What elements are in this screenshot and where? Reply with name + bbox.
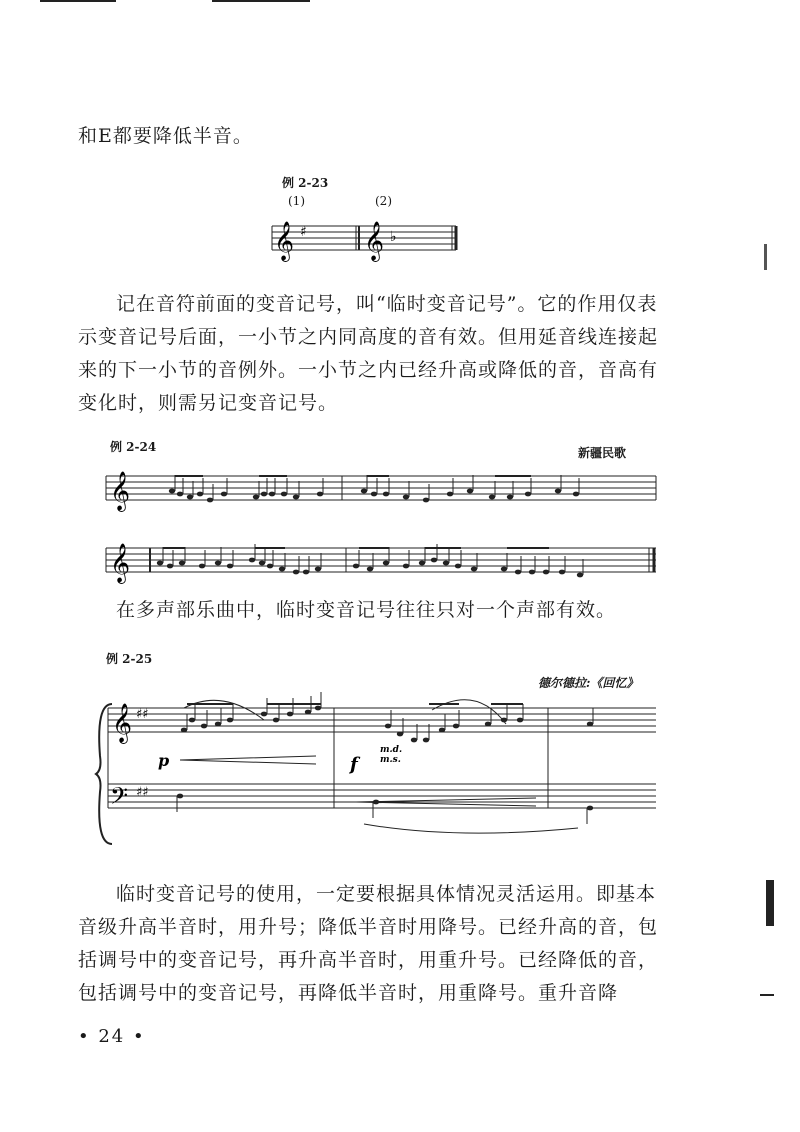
note-head [587,722,593,727]
treble-clef-icon: 𝄞 [274,221,295,261]
top-rule-right [212,0,310,2]
note-head [453,724,459,729]
sharp-icon: ♯ [300,224,307,240]
note-head [261,492,267,497]
note-head [439,728,445,733]
note-head [515,570,521,575]
note-head [423,738,429,743]
note-head [227,564,233,569]
note-head [181,728,187,733]
note-head [383,492,389,497]
note-head [353,564,359,569]
note-head [167,564,173,569]
note-head [559,570,565,575]
example-2-23-score [272,214,462,266]
note-head [501,718,507,723]
treble-clef-icon: 𝄞 [110,543,131,583]
note-head [189,718,195,723]
note-head [501,567,507,572]
note-head [403,564,409,569]
text-paragraph-3: 在多声部乐曲中，临时变音记号往往只对一个声部有效。 [116,599,617,621]
note-head [253,495,259,500]
bass-clef-icon: 𝄢 [110,782,129,815]
dynamic-f: f [350,754,358,775]
text-paragraph-2: 记在音符前面的变音记号，叫“临时变音记号”。它的作用仅表示变音记号后面，一小节之内同高度的音有效。但用延音线连接起来的下一小节的音例外。一小节之内已经升高或降低的音，音高有变化时，则需另记变音记号。 [78,293,659,414]
example-2-25-score [96,690,666,860]
note-head [197,492,203,497]
note-head [555,489,561,494]
note-head [315,567,321,572]
treble-clef-icon: 𝄞 [364,221,385,261]
text-paragraph-4: 临时变音记号的使用，一定要根据具体情况灵活运用。即基本音级升高半音时，用升号；降低半音时用降号。已经升高的音，包括调号中的变音记号，再升高半音时，用重升号。已经降低的音，包括调号中的变音记号，再降低半音时，用重降号。重升音降 [78,883,659,1004]
note-head [303,570,309,575]
note-head [471,567,477,572]
note-head [287,712,293,717]
note-head [577,573,583,578]
example-2-25-source: 德尔德拉:《回忆》 [538,676,639,690]
note-head [249,558,255,563]
example-2-24-label: 例 2-24 [110,440,157,454]
example-2-24-source: 新疆民歌 [578,446,627,460]
example-2-23-sub2: (2) [375,194,392,208]
note-head [273,718,279,723]
note-head [431,558,437,563]
note-head [587,806,593,811]
note-head [467,489,473,494]
note-head [281,492,287,497]
note-head [373,800,379,805]
note-head [573,492,579,497]
note-head [397,732,403,737]
note-head [447,492,453,497]
note-head [199,564,205,569]
note-head [403,495,409,500]
key-sharp-icon: ♯♯ [136,785,149,800]
note-head [455,564,461,569]
note-head [215,561,221,566]
note-head [179,561,185,566]
example-2-24-score [106,464,666,588]
treble-clef-icon: 𝄞 [110,471,131,511]
note-head [507,495,513,500]
example-2-25-label: 例 2-25 [106,652,153,666]
note-head [529,570,535,575]
margin-mark [760,994,774,996]
flat-icon: ♭ [390,229,397,245]
note-head [157,561,163,566]
note-head [221,492,227,497]
note-head [293,495,299,500]
note-head [201,724,207,729]
dynamic-p: p [158,751,170,770]
note-head [517,718,523,723]
note-head [315,706,321,711]
note-head [489,495,495,500]
note-head [187,495,193,500]
note-head [267,564,273,569]
text-line-1: 和E都要降低半音。 [78,125,253,147]
note-head [443,561,449,566]
note-head [383,561,389,566]
note-head [269,492,275,497]
note-head [279,567,285,572]
note-head [317,492,323,497]
md-label: m.d. [380,745,403,755]
note-head [227,718,233,723]
note-head [419,561,425,566]
note-head [543,570,549,575]
top-rule-left [40,0,116,2]
note-head [485,722,491,727]
note-head [305,710,311,715]
note-head [261,712,267,717]
note-head [525,492,531,497]
margin-mark [766,880,774,926]
note-head [367,567,373,572]
note-head [215,722,221,727]
note-head [385,724,391,729]
example-2-23-sub1: (1) [288,194,305,208]
note-head [177,492,183,497]
example-2-23-label: 例 2-23 [282,176,329,190]
note-head [411,738,417,743]
treble-clef-icon: 𝄞 [112,703,133,743]
key-sharp-icon: ♯♯ [136,707,149,722]
note-head [293,570,299,575]
note-head [207,498,213,503]
note-head [423,498,429,503]
note-head [177,794,183,799]
page-number: • 24 • [78,1026,146,1047]
note-head [259,561,265,566]
note-head [169,489,175,494]
note-head [371,492,377,497]
note-head [361,489,367,494]
ms-label: m.s. [380,755,401,765]
margin-mark [764,244,767,270]
